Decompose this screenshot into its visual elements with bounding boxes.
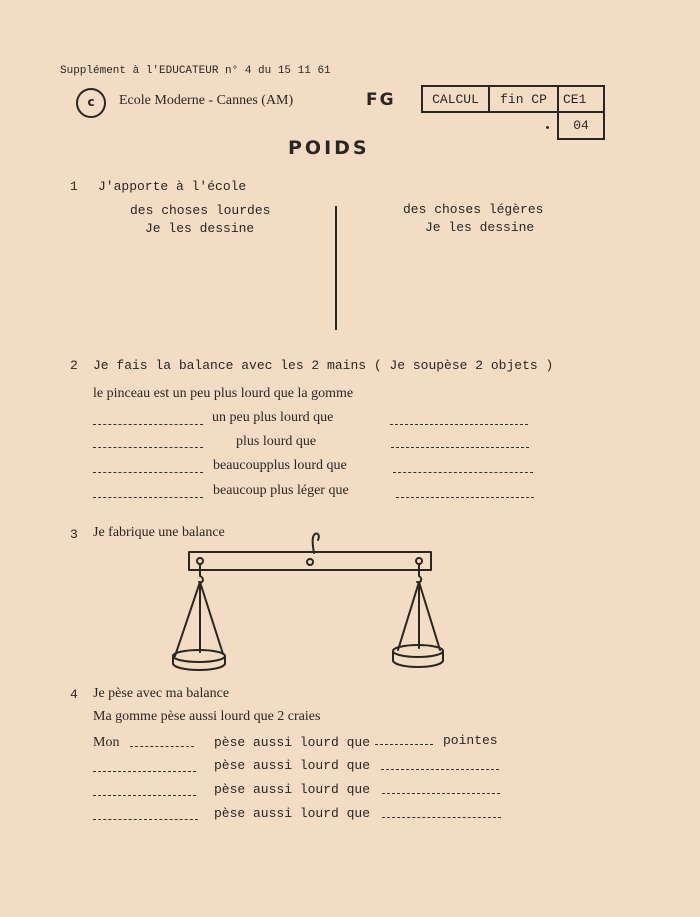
sheet-number-box	[557, 111, 605, 140]
section2-number: 2	[70, 358, 78, 373]
left-hook	[199, 564, 203, 582]
section4-example: Ma gomme pèse aussi lourd que 2 craies	[93, 709, 321, 724]
school-name: Ecole Moderne - Cannes (AM)	[119, 93, 294, 108]
blank-line[interactable]	[375, 744, 433, 745]
level-from-box	[488, 85, 559, 113]
section1-heading: J'apporte à l'école	[98, 179, 247, 194]
blank-line[interactable]	[382, 793, 500, 794]
code-label: FG	[366, 90, 396, 110]
right-hook	[417, 564, 421, 582]
blank-line[interactable]	[93, 497, 203, 498]
weight-label: pèse aussi lourd que	[214, 806, 371, 821]
blank-line[interactable]	[93, 424, 203, 425]
column-divider	[335, 206, 337, 330]
top-hook	[313, 533, 319, 553]
light-draw-label: Je les dessine	[425, 220, 535, 235]
blank-line[interactable]	[130, 746, 194, 747]
blank-line[interactable]	[382, 817, 501, 818]
weight-label: pèse aussi lourd que	[214, 758, 371, 773]
light-things-label: des choses légères	[403, 202, 544, 217]
blank-line[interactable]	[391, 447, 529, 448]
blank-line[interactable]	[393, 472, 533, 473]
level-from-label: fin CP	[500, 92, 547, 107]
weight-label: pèse aussi lourd que	[214, 735, 371, 750]
comparison-label: plus lourd que	[236, 434, 317, 449]
subject-label: CALCUL	[432, 92, 479, 107]
heavy-things-label: des choses lourdes	[130, 203, 271, 218]
section2-heading: Je fais la balance avec les 2 mains ( Je soupèse 2 objets )	[93, 358, 554, 373]
blank-line[interactable]	[390, 424, 528, 425]
copyright-letter: c	[87, 95, 95, 109]
section4-number: 4	[70, 687, 78, 702]
section3-heading: Je fabrique une balance	[93, 525, 225, 540]
hook-ring	[307, 559, 313, 565]
heavy-draw-label: Je les dessine	[145, 221, 255, 236]
balance-beam	[189, 552, 431, 570]
section1-number: 1	[70, 179, 78, 194]
comparison-label: beaucoup plus léger que	[213, 483, 349, 498]
row-start-label: Mon	[93, 735, 120, 750]
right-strings	[398, 582, 440, 650]
section4-heading: Je pèse avec ma balance	[93, 686, 230, 701]
section2-example: le pinceau est un peu plus lourd que la gomme	[93, 386, 354, 401]
left-strings	[175, 582, 223, 656]
ink-dot	[546, 126, 549, 129]
copyright-icon	[76, 88, 106, 118]
level-to-box	[557, 85, 605, 113]
blank-line[interactable]	[93, 819, 198, 820]
level-to-label: CE1	[563, 92, 587, 107]
blank-line[interactable]	[93, 472, 203, 473]
weight-label: pèse aussi lourd que	[214, 782, 371, 797]
comparison-label: beaucoupplus lourd que	[213, 458, 347, 473]
page-title: POIDS	[288, 137, 370, 159]
row-end-label: pointes	[443, 733, 498, 748]
right-pan	[393, 651, 443, 667]
blank-line[interactable]	[396, 497, 534, 498]
supplement-line: Supplément à l'EDUCATEUR n° 4 du 15 11 61	[60, 65, 331, 77]
blank-line[interactable]	[93, 795, 196, 796]
section3-number: 3	[70, 527, 78, 542]
blank-line[interactable]	[93, 771, 196, 772]
blank-line[interactable]	[93, 447, 203, 448]
subject-box	[421, 85, 490, 113]
blank-line[interactable]	[381, 769, 499, 770]
balance-illustration	[165, 530, 450, 680]
comparison-label: un peu plus lourd que	[212, 410, 334, 425]
sheet-number: 04	[573, 118, 589, 133]
